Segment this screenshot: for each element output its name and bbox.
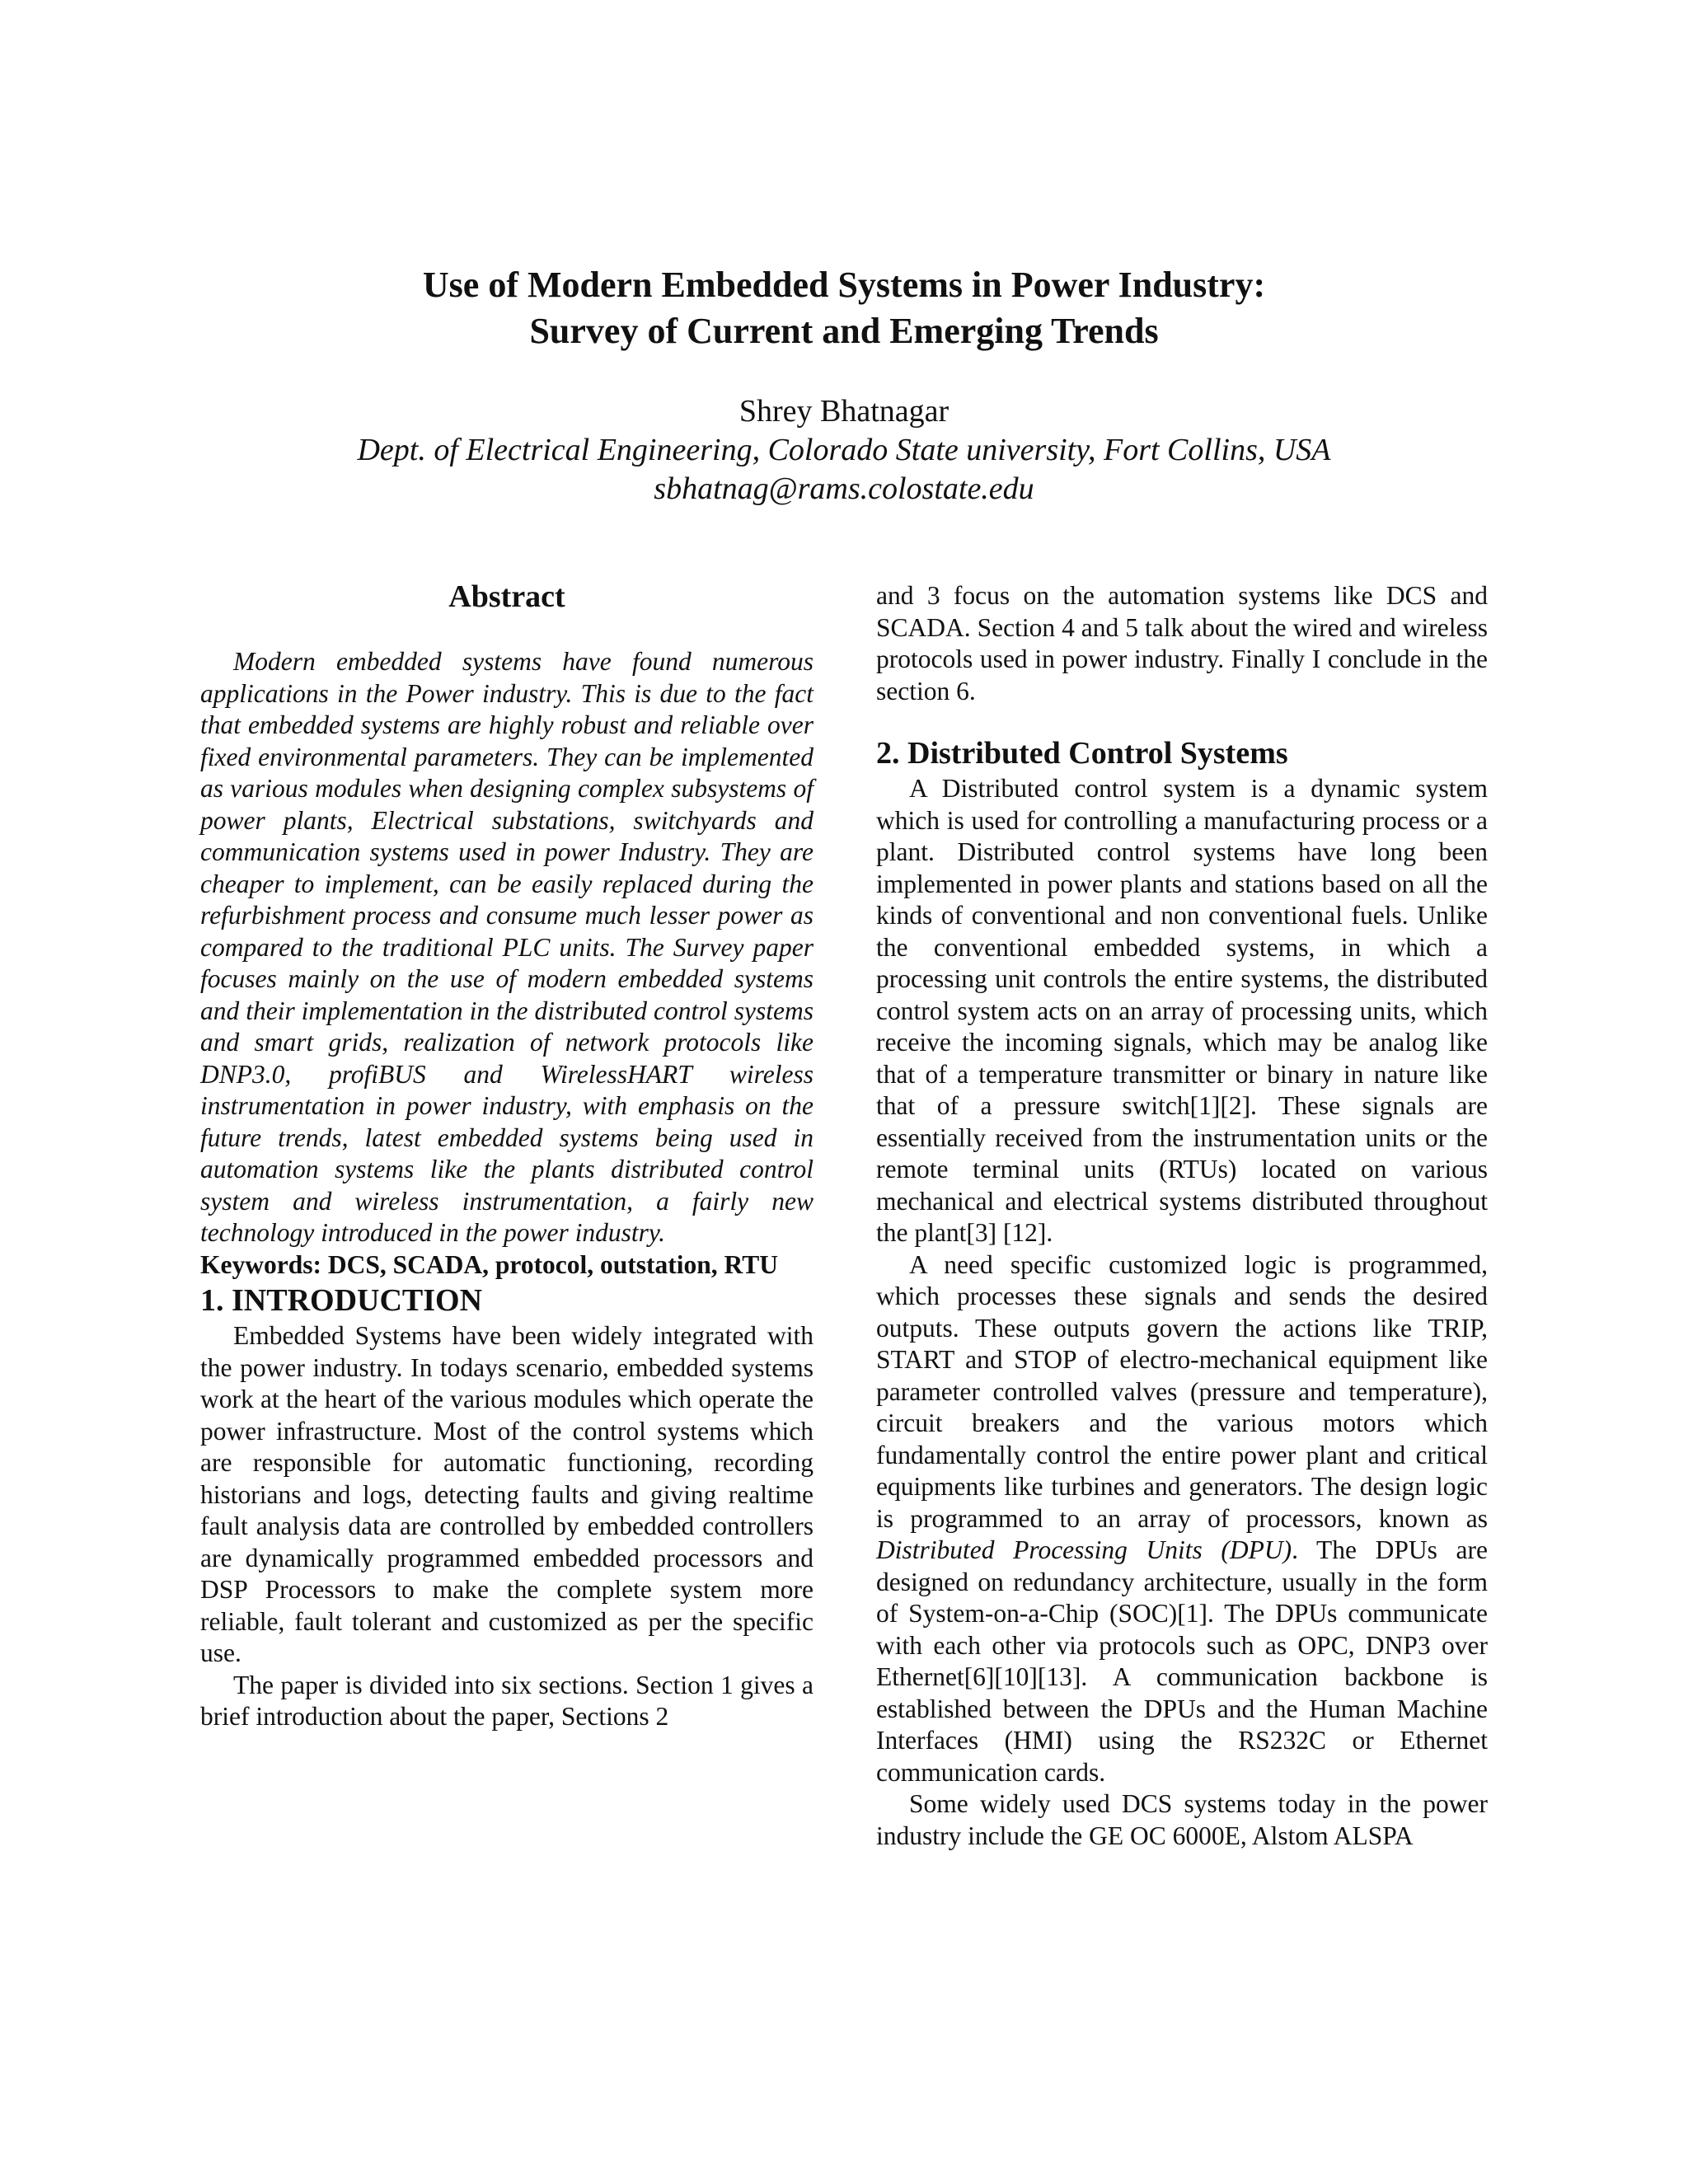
abstract-heading: Abstract [448,579,565,614]
dcs-heading: 2. Distributed Control Systems [876,736,1288,771]
dcs-paragraph-2-part-2: . The DPUs are designed on redundancy architecture, usually in the form of System-on-a-Chip (SOC)[1]. The DPUs communicate with each other via protocols such as OPC, DNP3 over Ethernet[6][10][13]. A communication backbone is established between the DPUs and the Human Machine Interfaces (HMI) using the RS232C or Ethernet communication cards. [876,1535,1488,1787]
abstract-text: Modern embedded systems have found numerous applications in the Power industry. This is due to the fact that embedded systems are highly robust and reliable over fixed environmental parameters. They can be implemented as various modules when designing complex subsystems of power plants, Electrical substations, switchyards and communication systems used in power Industry. They are cheaper to implement, can be easily replaced during the refurbishment process and consume much lesser power as compared to the traditional PLC units. The Survey paper focuses mainly on the use of modern embedded systems and their implementation in the distributed control systems and smart grids, realization of network protocols like DNP3.0, profiBUS and WirelessHART wireless instrumentation in power industry, with emphasis on the future trends, latest embedded systems being used in automation systems like the plants distributed control system and wireless instrumentation, a fairly new technology introduced in the power industry. [200,647,814,1247]
dcs-paragraph-2-part-1: A need specific customized logic is programmed, which processes these signals and sends the desired outputs. These outputs govern the actions like TRIP, START and STOP of electro-mechanical equipment like parameter controlled valves (pressure and temperature), circuit breakers and the various motors which fundamentally control the entire power plant and critical equipments like turbines and generators. The design logic is programmed to an array of processors, known as [876,1249,1488,1533]
dcs-paragraph-2 [876,1249,1488,1789]
paper-title-line-2: Survey of Current and Emerging Trends [529,311,1159,351]
paper-title-line-1: Use of Modern Embedded Systems in Power Industry: [422,265,1266,305]
right-column [876,580,1488,1852]
introduction-paragraph-1: Embedded Systems have been widely integrated with the power industry. In todays scenario, embedded systems work at the heart of the various modules which operate the power infrastructure. Most of the control systems which are responsible for automatic functioning, recording historians and logs, detecting faults and giving realtime fault analysis data are controlled by embedded controllers are dynamically programmed embedded processors and DSP Processors to make the complete system more reliable, fault tolerant and customized as per the specific use. [200,1321,814,1667]
dpu-term: Distributed Processing Units (DPU) [876,1535,1292,1564]
author-affiliation: Dept. of Electrical Engineering, Colorado State university, Fort Collins, USA [357,433,1331,467]
author-email: sbhatnag@rams.colostate.edu [654,471,1034,506]
introduction-paragraph-2: The paper is divided into six sections. Section 1 gives a brief introduction about the paper, Sections 2 [200,1670,814,1731]
dcs-paragraph-1: A Distributed control system is a dynamic system which is used for controlling a manufacturing process or a plant. Distributed control systems have long been implemented in power plants and stations based on all the kinds of conventional and non conventional fuels. Unlike the conventional embedded systems, in which a processing unit controls the entire systems, the distributed control system acts on an array of processing units, which receive the incoming signals, which may be analog like that of a temperature transmitter or binary in nature like that of a pressure switch[1][2]. These signals are essentially received from the instrumentation units or the remote terminal units (RTUs) located on various mechanical and electrical systems distributed throughout the plant[3] [12]. [876,774,1488,1247]
introduction-paragraph-2-continued: and 3 focus on the automation systems like DCS and SCADA. Section 4 and 5 talk about the wired and wireless protocols used in power industry. Finally I conclude in the section 6. [876,581,1488,705]
introduction-heading: 1. INTRODUCTION [200,1283,483,1318]
dcs-paragraph-3: Some widely used DCS systems today in the power industry include the GE OC 6000E, Alstom ALSPA [876,1789,1488,1850]
author-name: Shrey Bhatnagar [738,394,950,429]
left-column [200,577,814,1733]
keywords: Keywords: DCS, SCADA, protocol, outstation, RTU [200,1249,778,1279]
